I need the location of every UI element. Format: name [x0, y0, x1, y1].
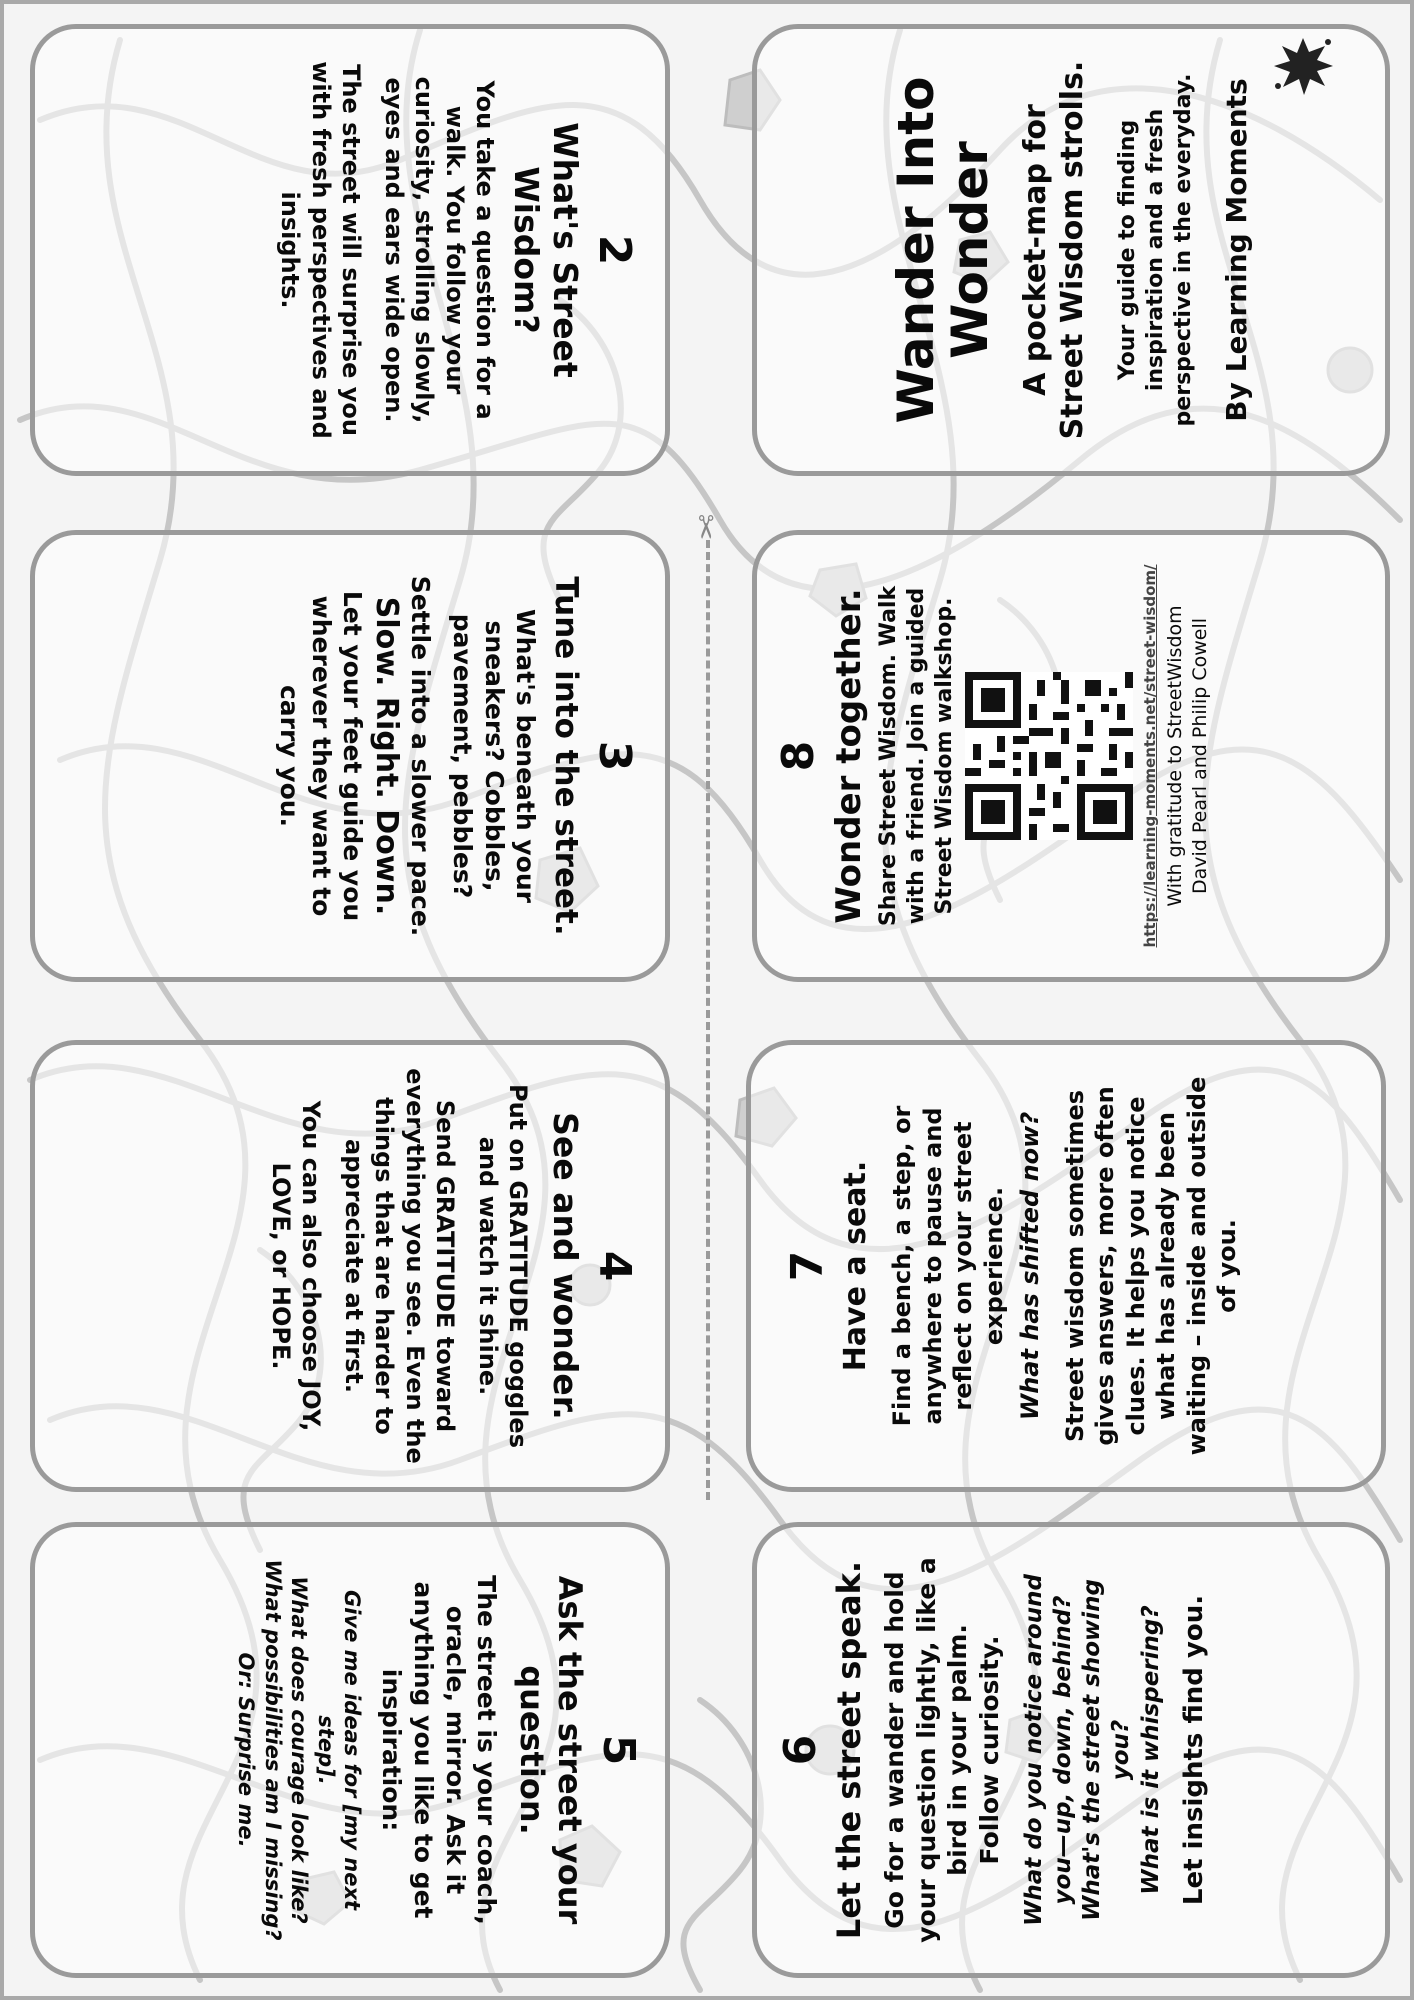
panel-8-credit-line-1: With gratitude to StreetWisdom: [1163, 605, 1186, 907]
panel-6-number: 6: [775, 1734, 826, 1766]
panel-3-body-3: Let your feet guide you wherever they want to carry you.: [274, 590, 368, 922]
panel-3-emphasis: Slow. Right. Down.: [369, 596, 405, 916]
panel-2-body-1: You take a question for a walk. You follow your curiosity, strolling slowly, eyes and ears wide open.: [379, 76, 500, 424]
panel-8-url-link[interactable]: https://learning-moments.net/street-wisdom/: [1140, 564, 1159, 948]
cover-title: Wander Into Wonder: [886, 76, 999, 424]
scissors-icon: ✂: [686, 513, 725, 541]
panel-7-card: [766, 1050, 1366, 1482]
panel-8-body: Share Street Wisdom. Walk with a friend. Join a guided Street Wisdom walkshop.: [876, 585, 957, 927]
panel-5-number: 5: [593, 1734, 644, 1766]
qr-code-icon: [965, 672, 1133, 840]
panel-3-body-2: Settle into a slower pace.: [406, 575, 436, 937]
cover-tagline: Your guide to finding inspiration and a fresh perspective in the everyday.: [1114, 73, 1196, 427]
panel-7-body-2: Street wisdom sometimes gives answers, more often clues. It helps you notice what has already been waiting – inside and outside of you.: [1060, 1076, 1242, 1456]
panel-5-question-2: What does courage look like?: [287, 1576, 312, 1924]
ink-splat-icon: [1268, 28, 1338, 98]
panel-6-question-1: What do you notice around you—up, down, behind? What's the street showing you?: [1020, 1574, 1135, 1926]
panel-4-card: [50, 1050, 650, 1482]
panel-6-body-2: Follow curiosity.: [975, 1635, 1004, 1865]
panel-2-body-2: The street will surprise you with fresh perspectives and insights.: [276, 61, 366, 439]
panel-8-heading: Wonder together.: [829, 588, 869, 924]
panel-6-body-1: Go for a wander and hold your question lightly, like a bird in your palm.: [879, 1557, 973, 1943]
panel-2-number: 2: [589, 234, 640, 266]
panel-7-question: What has shifted now?: [1016, 1111, 1045, 1421]
panel-3-card: [50, 540, 650, 972]
panel-4-body-2: Send GRATITUDE toward everything you see. Even the things that are harder to appreciate at first.: [339, 1068, 460, 1464]
panel-4-body-1: Put on GRATITUDE goggles and watch it shine.: [473, 1084, 533, 1448]
panel-6-card: [769, 1534, 1369, 1966]
panel-7-heading: Have a seat.: [838, 1160, 873, 1372]
panel-4-body-3: You can also choose JOY, LOVE, or HOPE.: [266, 1100, 326, 1432]
panel-7-body-1: Find a bench, a step, or anywhere to pause and reflect on your street experience.: [888, 1105, 1008, 1427]
panel-5-question-4: Or: Surprise me.: [233, 1652, 258, 1848]
panel-5-heading: Ask the street your question.: [513, 1575, 589, 1925]
panel-6-question-2: What is it whispering?: [1137, 1605, 1164, 1895]
panel-4-number: 4: [589, 1250, 640, 1282]
panel-8-number: 8: [773, 740, 824, 772]
panel-5-body-1: The street is your coach, oracle, mirror. Ask it anything you like to get inspiration:: [377, 1575, 502, 1925]
panel-3-number: 3: [589, 740, 640, 772]
panel-3-heading: Tune into the street.: [548, 576, 584, 936]
panel-3-body-1: What's beneath your sneakers? Cobbles, pavement, pebbles?: [447, 609, 541, 903]
panel-8-card: [771, 540, 1371, 972]
panel-5-question-3: What possibilities am I missing?: [260, 1559, 285, 1941]
panel-8-credit-line-2: David Pearl and Philip Cowell: [1188, 617, 1211, 895]
cut-line: [706, 540, 710, 1500]
panel-6-body-3: Let insights find you.: [1178, 1594, 1209, 1906]
panel-6-heading: Let the street speak.: [830, 1560, 868, 1940]
cover-byline: By Learning Moments: [1219, 78, 1253, 422]
panel-2-heading: What's Street Wisdom?: [507, 122, 585, 378]
panel-4-heading: See and wonder.: [546, 1112, 585, 1420]
front-cover-card: [771, 34, 1371, 466]
panel-7-number: 7: [782, 1250, 833, 1282]
panel-5-question-1: Give me ideas for [my next step].: [313, 1589, 365, 1911]
panel-5-card: [50, 1534, 650, 1966]
cover-subtitle: A pocket-map for Street Wisdom strolls.: [1017, 60, 1091, 440]
panel-2-card: [50, 34, 650, 466]
